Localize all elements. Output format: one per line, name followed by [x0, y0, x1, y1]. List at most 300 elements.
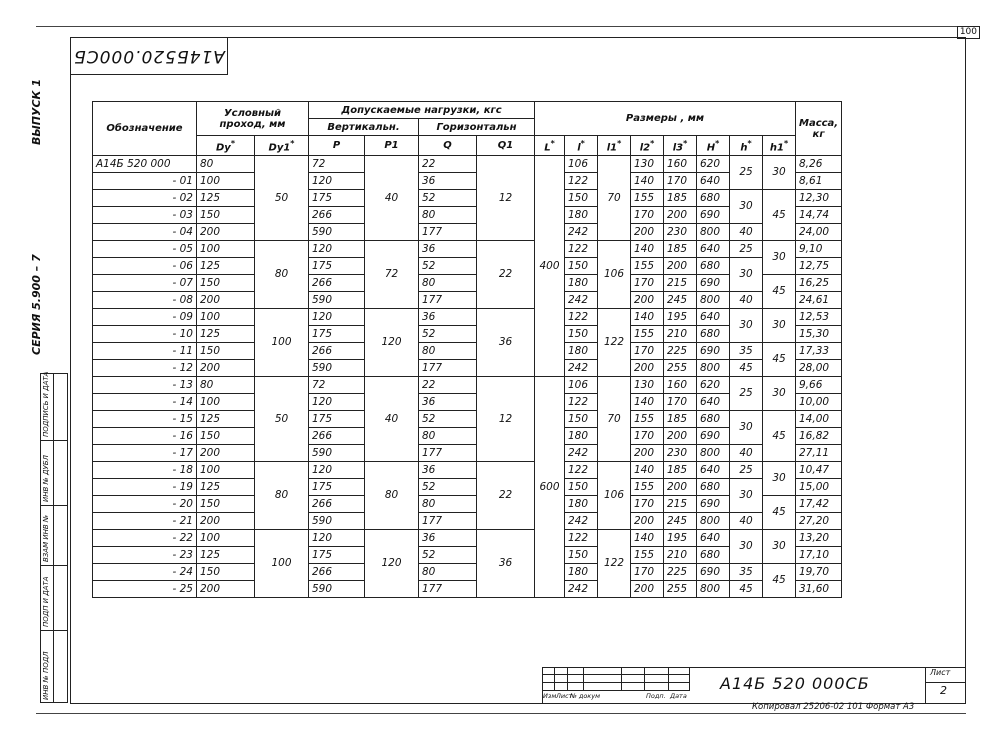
q1-cell: 36	[477, 309, 535, 377]
dy-cell: 125	[197, 190, 255, 207]
p-cell: 72	[309, 156, 365, 173]
header-designation: Обозначение	[93, 102, 197, 156]
stamp-label: ИНВ № ДУБЛ	[42, 455, 50, 502]
q-cell: 80	[419, 275, 477, 292]
title-block-label: Дата	[670, 692, 687, 700]
asterisk: *	[617, 139, 622, 148]
dy-cell: 200	[197, 292, 255, 309]
q-cell: 52	[419, 190, 477, 207]
q1-cell: 22	[477, 462, 535, 530]
designation-cell: - 18	[93, 462, 197, 479]
title-block-cell	[568, 683, 584, 691]
l2-cell: 140	[631, 462, 664, 479]
mass-cell: 10,47	[796, 462, 842, 479]
h-cell: 30	[730, 530, 763, 564]
subheader-l	[565, 136, 598, 156]
H-cell: 680	[697, 258, 730, 275]
H-cell: 800	[697, 445, 730, 462]
asterisk: *	[747, 139, 752, 148]
l1-cell: 106	[598, 462, 631, 530]
title-block-cell	[584, 675, 622, 683]
p-cell: 175	[309, 411, 365, 428]
l-cell: 150	[565, 326, 598, 343]
designation-cell: - 13	[93, 377, 197, 394]
h-cell: 40	[730, 224, 763, 241]
stamp-column-values	[54, 373, 68, 703]
title-block-cell	[555, 675, 568, 683]
h-cell: 30	[730, 190, 763, 224]
l2-cell: 130	[631, 377, 664, 394]
subheader-label: H	[706, 142, 716, 154]
q-cell: 52	[419, 479, 477, 496]
designation-cell: - 16	[93, 428, 197, 445]
dy1-cell: 50	[255, 377, 309, 462]
p-cell: 266	[309, 343, 365, 360]
mass-cell: 15,30	[796, 326, 842, 343]
p-cell: 266	[309, 428, 365, 445]
specification-table	[92, 101, 842, 598]
table-row	[93, 479, 842, 496]
title-block-cell	[645, 667, 669, 675]
p-cell: 120	[309, 241, 365, 258]
table-row	[93, 513, 842, 530]
l-cell: 150	[565, 258, 598, 275]
q-cell: 177	[419, 513, 477, 530]
designation-cell: - 03	[93, 207, 197, 224]
q-cell: 177	[419, 292, 477, 309]
table-row	[93, 411, 842, 428]
table-row	[93, 258, 842, 275]
q-cell: 177	[419, 581, 477, 598]
rotated-code-box	[70, 37, 228, 75]
mass-cell: 24,61	[796, 292, 842, 309]
l2-cell: 200	[631, 581, 664, 598]
title-block-cell	[542, 683, 555, 691]
l3-cell: 195	[664, 530, 697, 547]
p-cell: 590	[309, 581, 365, 598]
L-cell: 400	[535, 156, 565, 377]
stamp-label: ИНВ № ПОДЛ	[42, 651, 50, 700]
l2-cell: 155	[631, 479, 664, 496]
q-cell: 36	[419, 530, 477, 547]
stamp-label: ВЗАМ ИНВ №	[42, 514, 50, 562]
l-cell: 242	[565, 224, 598, 241]
l-cell: 122	[565, 173, 598, 190]
l2-cell: 170	[631, 564, 664, 581]
dy-cell: 100	[197, 462, 255, 479]
q-cell: 177	[419, 224, 477, 241]
designation-cell: - 25	[93, 581, 197, 598]
l-cell: 180	[565, 275, 598, 292]
designation-cell: - 24	[93, 564, 197, 581]
h1-cell: 45	[763, 343, 796, 377]
asterisk: *	[650, 139, 655, 148]
l-cell: 180	[565, 564, 598, 581]
title-block-cell	[669, 683, 690, 691]
header-passage: Условный проход, мм	[197, 102, 309, 136]
l-cell: 180	[565, 428, 598, 445]
p1-cell: 120	[365, 309, 419, 377]
l3-cell: 245	[664, 513, 697, 530]
asterisk: *	[550, 139, 555, 148]
H-cell: 690	[697, 207, 730, 224]
table-row	[93, 462, 842, 479]
subheader-l3	[664, 136, 697, 156]
h-cell: 30	[730, 411, 763, 445]
p-cell: 175	[309, 479, 365, 496]
l-cell: 122	[565, 394, 598, 411]
title-block-cell	[568, 675, 584, 683]
l2-cell: 170	[631, 496, 664, 513]
l2-cell: 170	[631, 428, 664, 445]
mass-cell: 17,10	[796, 547, 842, 564]
l3-cell: 200	[664, 207, 697, 224]
l-cell: 122	[565, 309, 598, 326]
rotated-doc-code: А14Б520.000СБ	[73, 46, 225, 66]
mass-cell: 19,70	[796, 564, 842, 581]
top-rule	[36, 26, 960, 27]
q1-cell: 22	[477, 241, 535, 309]
l3-cell: 160	[664, 156, 697, 173]
l3-cell: 200	[664, 479, 697, 496]
H-cell: 680	[697, 479, 730, 496]
designation-cell: - 19	[93, 479, 197, 496]
H-cell: 640	[697, 241, 730, 258]
l3-cell: 185	[664, 462, 697, 479]
copy-note: Копировал 25206-02 101 Формат А3	[752, 702, 915, 712]
dy-cell: 150	[197, 343, 255, 360]
H-cell: 690	[697, 496, 730, 513]
dy-cell: 200	[197, 581, 255, 598]
designation-cell: - 14	[93, 394, 197, 411]
l3-cell: 225	[664, 343, 697, 360]
mass-cell: 12,75	[796, 258, 842, 275]
q-cell: 36	[419, 241, 477, 258]
mass-cell: 14,74	[796, 207, 842, 224]
mass-cell: 8,61	[796, 173, 842, 190]
l1-cell: 70	[598, 156, 631, 241]
stamp-label: ПОДПИСЬ И ДАТА	[42, 371, 50, 437]
mass-cell: 9,66	[796, 377, 842, 394]
mass-cell: 27,20	[796, 513, 842, 530]
h1-cell: 45	[763, 190, 796, 241]
subheader-dy	[197, 136, 255, 156]
p1-cell: 120	[365, 530, 419, 598]
l2-cell: 200	[631, 513, 664, 530]
H-cell: 640	[697, 462, 730, 479]
l-cell: 106	[565, 156, 598, 173]
l3-cell: 230	[664, 224, 697, 241]
table-row	[93, 241, 842, 258]
mass-cell: 16,25	[796, 275, 842, 292]
mass-cell: 12,53	[796, 309, 842, 326]
H-cell: 690	[697, 343, 730, 360]
l2-cell: 140	[631, 173, 664, 190]
l3-cell: 210	[664, 547, 697, 564]
l3-cell: 200	[664, 428, 697, 445]
table-body	[93, 156, 842, 598]
l-cell: 180	[565, 207, 598, 224]
l1-cell: 70	[598, 377, 631, 462]
title-block-cell	[669, 667, 690, 675]
dy-cell: 125	[197, 547, 255, 564]
p1-cell: 80	[365, 462, 419, 530]
dy-cell: 150	[197, 275, 255, 292]
h1-cell: 30	[763, 377, 796, 411]
p1-cell: 72	[365, 241, 419, 309]
q-cell: 52	[419, 258, 477, 275]
asterisk: *	[715, 139, 720, 148]
p-cell: 120	[309, 462, 365, 479]
table-row	[93, 156, 842, 173]
dy-cell: 150	[197, 428, 255, 445]
mass-cell: 17,33	[796, 343, 842, 360]
l2-cell: 140	[631, 241, 664, 258]
mass-cell: 16,82	[796, 428, 842, 445]
title-block-cell	[568, 667, 584, 675]
H-cell: 690	[697, 275, 730, 292]
q-cell: 80	[419, 496, 477, 513]
l2-cell: 200	[631, 224, 664, 241]
l2-cell: 200	[631, 360, 664, 377]
dy1-cell: 80	[255, 241, 309, 309]
p-cell: 120	[309, 394, 365, 411]
dy1-cell: 100	[255, 309, 309, 377]
q-cell: 36	[419, 394, 477, 411]
l-cell: 180	[565, 343, 598, 360]
title-block-code: А14Б 520 000СБ	[720, 674, 870, 693]
subheader-label: l	[577, 142, 581, 154]
l3-cell: 200	[664, 258, 697, 275]
l3-cell: 255	[664, 360, 697, 377]
table-row	[93, 326, 842, 343]
title-block-label: Изм	[543, 692, 557, 700]
p1-cell: 40	[365, 377, 419, 462]
p-cell: 590	[309, 292, 365, 309]
l3-cell: 230	[664, 445, 697, 462]
dy1-cell: 80	[255, 462, 309, 530]
title-block-label: Подп.	[646, 692, 666, 700]
H-cell: 800	[697, 292, 730, 309]
table-row	[93, 564, 842, 581]
l3-cell: 215	[664, 496, 697, 513]
table-row	[93, 207, 842, 224]
l2-cell: 155	[631, 326, 664, 343]
subheader-l2	[631, 136, 664, 156]
dy-cell: 80	[197, 377, 255, 394]
title-block-cell	[645, 683, 669, 691]
p-cell: 175	[309, 326, 365, 343]
dy-cell: 100	[197, 241, 255, 258]
mass-cell: 8,26	[796, 156, 842, 173]
H-cell: 680	[697, 190, 730, 207]
header-dimensions: Размеры , мм	[535, 102, 796, 136]
page-number: 100	[957, 26, 980, 39]
table-row	[93, 275, 842, 292]
p-cell: 175	[309, 547, 365, 564]
subheader-q	[419, 136, 477, 156]
q-cell: 52	[419, 411, 477, 428]
H-cell: 680	[697, 547, 730, 564]
mass-cell: 24,00	[796, 224, 842, 241]
table-row	[93, 581, 842, 598]
h1-cell: 45	[763, 411, 796, 462]
title-block-cell	[622, 667, 645, 675]
h-cell: 25	[730, 241, 763, 258]
p-cell: 266	[309, 207, 365, 224]
L-cell: 600	[535, 377, 565, 598]
title-block-cell	[555, 683, 568, 691]
dy-cell: 100	[197, 394, 255, 411]
q-cell: 36	[419, 309, 477, 326]
asterisk: *	[683, 139, 688, 148]
subheader-p1	[365, 136, 419, 156]
l3-cell: 215	[664, 275, 697, 292]
p-cell: 590	[309, 445, 365, 462]
l3-cell: 210	[664, 326, 697, 343]
h-cell: 40	[730, 292, 763, 309]
mass-cell: 12,30	[796, 190, 842, 207]
l3-cell: 225	[664, 564, 697, 581]
mass-cell: 27,11	[796, 445, 842, 462]
stamp-divider	[40, 505, 68, 506]
table-row	[93, 360, 842, 377]
h-cell: 40	[730, 445, 763, 462]
designation-cell: - 12	[93, 360, 197, 377]
dy-cell: 100	[197, 309, 255, 326]
l1-cell: 106	[598, 241, 631, 309]
l1-cell: 122	[598, 530, 631, 598]
p-cell: 266	[309, 564, 365, 581]
q-cell: 177	[419, 445, 477, 462]
l3-cell: 195	[664, 309, 697, 326]
H-cell: 620	[697, 156, 730, 173]
dy-cell: 200	[197, 360, 255, 377]
H-cell: 640	[697, 530, 730, 547]
l-cell: 242	[565, 445, 598, 462]
l2-cell: 155	[631, 411, 664, 428]
H-cell: 690	[697, 564, 730, 581]
designation-cell: - 04	[93, 224, 197, 241]
table-row	[93, 309, 842, 326]
subheader-label: Dу	[215, 142, 231, 154]
side-series: СЕРИЯ 5.900 – 7	[30, 254, 43, 355]
H-cell: 620	[697, 377, 730, 394]
subheader-H	[697, 136, 730, 156]
p-cell: 590	[309, 224, 365, 241]
l-cell: 242	[565, 581, 598, 598]
subheader-label: l1	[606, 142, 618, 154]
H-cell: 800	[697, 513, 730, 530]
header-mass: Масса, кг	[796, 102, 842, 156]
mass-cell: 13,20	[796, 530, 842, 547]
l3-cell: 185	[664, 190, 697, 207]
H-cell: 800	[697, 360, 730, 377]
l2-cell: 155	[631, 258, 664, 275]
sheet-label: Лист	[930, 668, 951, 677]
h1-cell: 30	[763, 309, 796, 343]
h-cell: 35	[730, 343, 763, 360]
asterisk: *	[783, 139, 789, 148]
p-cell: 120	[309, 173, 365, 190]
l2-cell: 170	[631, 275, 664, 292]
q-cell: 80	[419, 428, 477, 445]
H-cell: 680	[697, 411, 730, 428]
designation-cell: - 05	[93, 241, 197, 258]
q1-cell: 12	[477, 377, 535, 462]
title-block-label: Лист	[556, 692, 573, 700]
p-cell: 266	[309, 275, 365, 292]
table-row	[93, 530, 842, 547]
mass-cell: 10,00	[796, 394, 842, 411]
h1-cell: 30	[763, 156, 796, 190]
q-cell: 22	[419, 377, 477, 394]
designation-cell: - 01	[93, 173, 197, 190]
designation-cell: - 20	[93, 496, 197, 513]
mass-cell: 9,10	[796, 241, 842, 258]
table-row	[93, 377, 842, 394]
h-cell: 45	[730, 360, 763, 377]
title-block-cell	[555, 667, 568, 675]
l2-cell: 200	[631, 292, 664, 309]
l3-cell: 185	[664, 411, 697, 428]
l-cell: 150	[565, 411, 598, 428]
p-cell: 175	[309, 190, 365, 207]
l-cell: 242	[565, 360, 598, 377]
q-cell: 36	[419, 462, 477, 479]
title-block-cell	[542, 675, 555, 683]
h-cell: 25	[730, 156, 763, 190]
dy-cell: 125	[197, 479, 255, 496]
bottom-rule	[36, 713, 966, 714]
dy-cell: 125	[197, 326, 255, 343]
title-block-cell	[622, 683, 645, 691]
dy-cell: 200	[197, 513, 255, 530]
p-cell: 590	[309, 513, 365, 530]
subheader-label: h1	[769, 142, 784, 154]
dy-cell: 125	[197, 258, 255, 275]
h1-cell: 45	[763, 275, 796, 309]
dy-cell: 150	[197, 207, 255, 224]
p-cell: 120	[309, 309, 365, 326]
designation-cell: А14Б 520 000	[93, 156, 197, 173]
l-cell: 122	[565, 241, 598, 258]
subheader-label: Q1	[497, 140, 514, 152]
h1-cell: 30	[763, 241, 796, 275]
side-release: ВЫПУСК 1	[30, 78, 43, 145]
dy-cell: 80	[197, 156, 255, 173]
l3-cell: 170	[664, 394, 697, 411]
l-cell: 122	[565, 530, 598, 547]
l-cell: 242	[565, 292, 598, 309]
subheader-row	[93, 136, 842, 156]
subheader-label: Q	[443, 140, 452, 152]
asterisk: *	[230, 139, 235, 148]
sheet-number: 2	[940, 684, 947, 697]
H-cell: 640	[697, 309, 730, 326]
table-row	[93, 343, 842, 360]
l3-cell: 185	[664, 241, 697, 258]
designation-cell: - 07	[93, 275, 197, 292]
dy1-cell: 50	[255, 156, 309, 241]
table-row	[93, 445, 842, 462]
subheader-p	[309, 136, 365, 156]
l-cell: 150	[565, 547, 598, 564]
l2-cell: 200	[631, 445, 664, 462]
l2-cell: 140	[631, 309, 664, 326]
h-cell: 35	[730, 564, 763, 581]
h-cell: 30	[730, 479, 763, 513]
